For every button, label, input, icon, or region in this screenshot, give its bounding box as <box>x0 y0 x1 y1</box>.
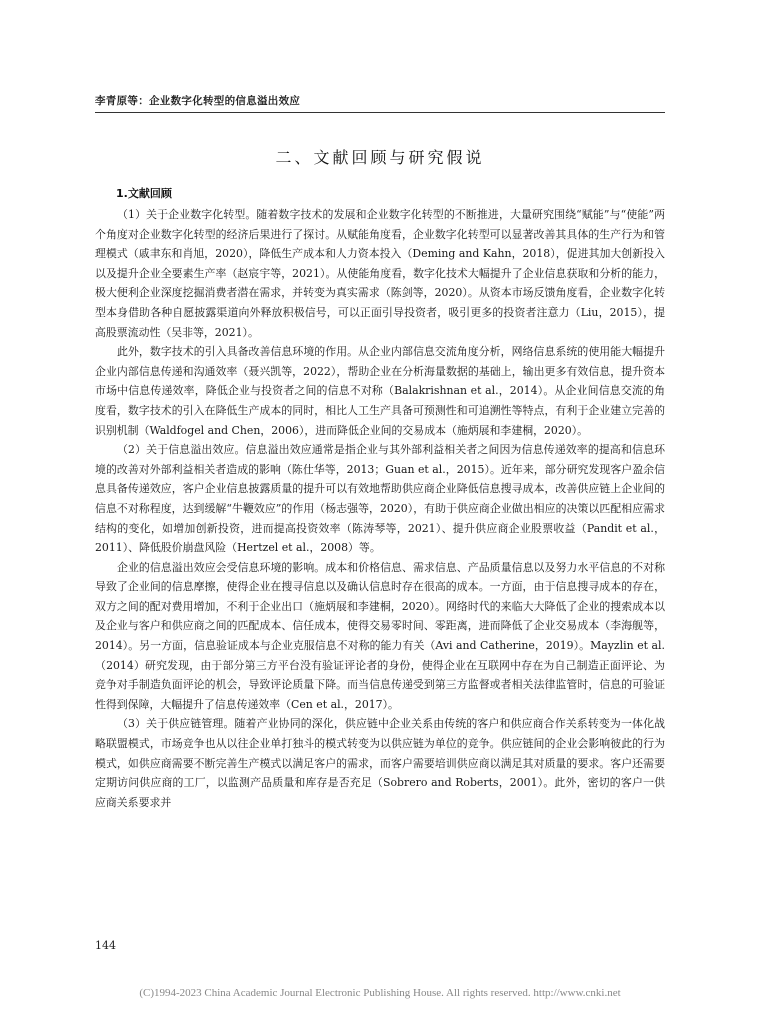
section-title: 二、文献回顾与研究假说 <box>275 148 485 167</box>
running-head: 李青原等：企业数字化转型的信息溢出效应 <box>95 95 301 107</box>
copyright-footer: (C)1994-2023 China Academic Journal Electronic Publishing House. All rights reserved. http://www.cnki.net <box>139 987 621 999</box>
paragraph-supply-chain: （3）关于供应链管理。随着产业协同的深化，供应链中企业关系由传统的客户和供应商合作关系转变为一体化战略联盟模式，市场竞争也从以往企业单打独斗的模式转变为以供应链为单位的竞争。供应链间的企业会影响彼此的行为模式，如供应商需要不断完善生产模式以满足客户的需求，而客户需要培训供应商以满足其对质量的要求。客户还需要定期访问供应商的工厂，以监测产品质量和库存是否充足（Sobrero and Roberts，2001）。此外，密切的客户一供应商关系要求并 <box>95 717 665 809</box>
paragraph-information-friction: 企业的信息溢出效应会受信息环境的影响。成本和价格信息、需求信息、产品质量信息以及努力水平信息的不对称导致了企业间的信息摩擦，使得企业在搜寻信息以及确认信息时存在很高的成本。一方面，由于信息搜寻成本的存在，双方之间的配对费用增加，不利于企业出口（施炳展和李建桐，2020）。网络时代的来临大大降低了企业的搜索成本以及企业与客户和供应商之间的匹配成本、信任成本，使得交易零时间、零距离，进而降低了企业交易成本（李海舰等，2014）。另一方面，信息验证成本与企业克服信息不对称的能力有关（Avi and Catherine，2019）。Mayzlin et al.（2014）研究发现，由于部分第三方平台没有验证评论者的身份，使得企业在互联网中存在为自己制造正面评论、为竞争对手制造负面评论的机会，导致评论质量下降。而当信息传递受到第三方监督或者相关法律监管时，信息的可验证性得到保障，大幅提升了信息传递效率（Cen et al.，2017）。 <box>95 560 665 711</box>
subsection-heading: 1.文献回顾 <box>116 187 172 200</box>
paragraph-information-spillover: （2）关于信息溢出效应。信息溢出效应通常是指企业与其外部利益相关者之间因为信息传递效率的提高和信息环境的改善对外部利益相关者造成的影响（陈仕华等，2013；Guan et al.，2015）。近年来，部分研究发现客户盈余信息具备传递效应，客户企业信息披露质量的提升可以有效地帮助供应商企业降低信息搜寻成本，改善供应链上企业间的信息不对称程度，达到缓解“牛鞭效应”的作用（杨志强等，2020），有助于供应商企业做出相应的决策以匹配相应需求结构的变化，如增加创新投资，进而提高投资效率（陈涛琴等，2021）、提升供应商企业股票收益（Pandit et al.，2011）、降低股价崩盘风险（Hertzel et al.，2008）等。 <box>95 443 665 555</box>
page-number: 144 <box>95 939 116 952</box>
paragraph-digital-transformation: （1）关于企业数字化转型。随着数字技术的发展和企业数字化转型的不断推进，大量研究围绕“赋能”与“使能”两个角度对企业数字化转型的经济后果进行了探讨。从赋能角度看，企业数字化转型可以显著改善其具体的生产行为和管理模式（戚聿东和肖旭，2020），降低生产成本和人力资本投入（Deming and Kahn，2018），促进其加大创新投入以及提升企业全要素生产率（赵宸宇等，2021）。从使能角度看，数字化技术大幅提升了企业信息获取和分析的能力，极大便利企业深度挖掘消费者潜在需求，并转变为真实需求（陈剑等，2020）。从资本市场反馈角度看，企业数字化转型本身借助各种自愿披露渠道向外释放积极信号，可以正面引导投资者，吸引更多的投资者注意力（Liu，2015），提高股票流动性（吴非等，2021）。 <box>95 208 665 339</box>
paragraph-information-environment: 此外，数字技术的引入具备改善信息环境的作用。从企业内部信息交流角度分析，网络信息系统的使用能大幅提升企业内部信息传递和沟通效率（聂兴凯等，2022），帮助企业在分析海量数据的基础上，输出更多有效信息，提升资本市场中信息传递效率，降低企业与投资者之间的信息不对称（Balakrishnan et al.，2014）。从企业间信息交流的角度看，数字技术的引入在降低生产成本的同时，相比人工生产具备可预测性和可追溯性等特点，有利于企业建立完善的识别机制（Waldfogel and Chen，2006），进而降低企业间的交易成本（施炳展和李建桐，2020）。 <box>95 345 665 437</box>
header-rule <box>95 112 665 113</box>
body-text <box>95 205 665 812</box>
